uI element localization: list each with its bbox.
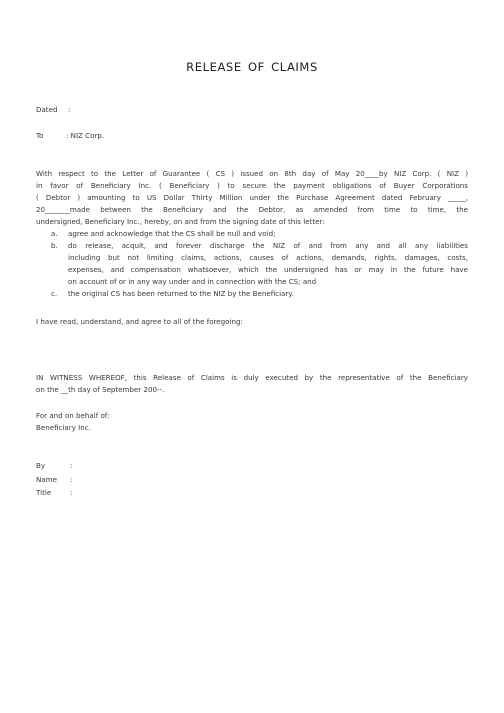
signature-name-label: Name [36, 475, 57, 484]
witness-line: IN WITNESS WHEREOF, this Release of Claims is duly executed by the representative of the Beneficiary [36, 373, 468, 382]
item-letter-a: a. [51, 229, 58, 238]
dated-colon: : [68, 105, 71, 114]
item-b-line: do release, acquit, and forever discharge the NIZ of and from any and all any liabilities [68, 241, 468, 250]
body-line: ( Debtor ) amounting to US Dollar Thirty Million under the Purchase Agreement dated February _____, [36, 193, 468, 202]
signature-title-label: Title [36, 488, 52, 497]
item-letter-c: c. [51, 289, 58, 298]
item-b-line: expenses, and compensation whatsoever, which the undersigned has or may in the future have [68, 265, 468, 274]
dated-label: Dated [36, 105, 58, 114]
behalf-name: Beneficiary Inc. [36, 423, 91, 432]
item-b-line: including but not limiting claims, actions, causes of actions, demands, rights, damages, costs, [68, 253, 468, 262]
signature-by-colon: : [70, 461, 73, 470]
signature-name-colon: : [70, 475, 73, 484]
witness-line: on the __th day of September 200--. [36, 385, 165, 394]
item-a-line: agree and acknowledge that the CS shall be null and void; [68, 229, 276, 238]
body-line: undersigned, Beneficiary Inc., hereby, on and from the signing date of this letter: [36, 217, 325, 226]
item-b-line: on account of or in any way under and in connection with the CS; and [68, 277, 317, 286]
agreement-statement: I have read, understand, and agree to all of the foregoing: [36, 317, 243, 326]
to-label: To [36, 131, 44, 140]
body-line: in favor of Beneficiary Inc. ( Beneficiary ) to secure the payment obligations of Buyer Corporations [36, 181, 468, 190]
item-c-line: the original CS has been returned to the NIZ by the Beneficiary. [68, 289, 294, 298]
signature-title-colon: : [70, 488, 73, 497]
to-value: : NIZ Corp. [66, 131, 105, 140]
body-line: With respect to the Letter of Guarantee ( CS ) issued on 8th day of May 20____by NIZ Corp. ( NIZ ) [36, 169, 468, 178]
behalf-label: For and on behalf of: [36, 411, 110, 420]
document-title: RELEASE OF CLAIMS [186, 60, 318, 74]
item-letter-b: b. [51, 241, 58, 250]
signature-by-label: By [36, 461, 46, 470]
body-line: 20_______made between the Beneficiary and the Debtor, as amended from time to time, the [36, 205, 468, 214]
